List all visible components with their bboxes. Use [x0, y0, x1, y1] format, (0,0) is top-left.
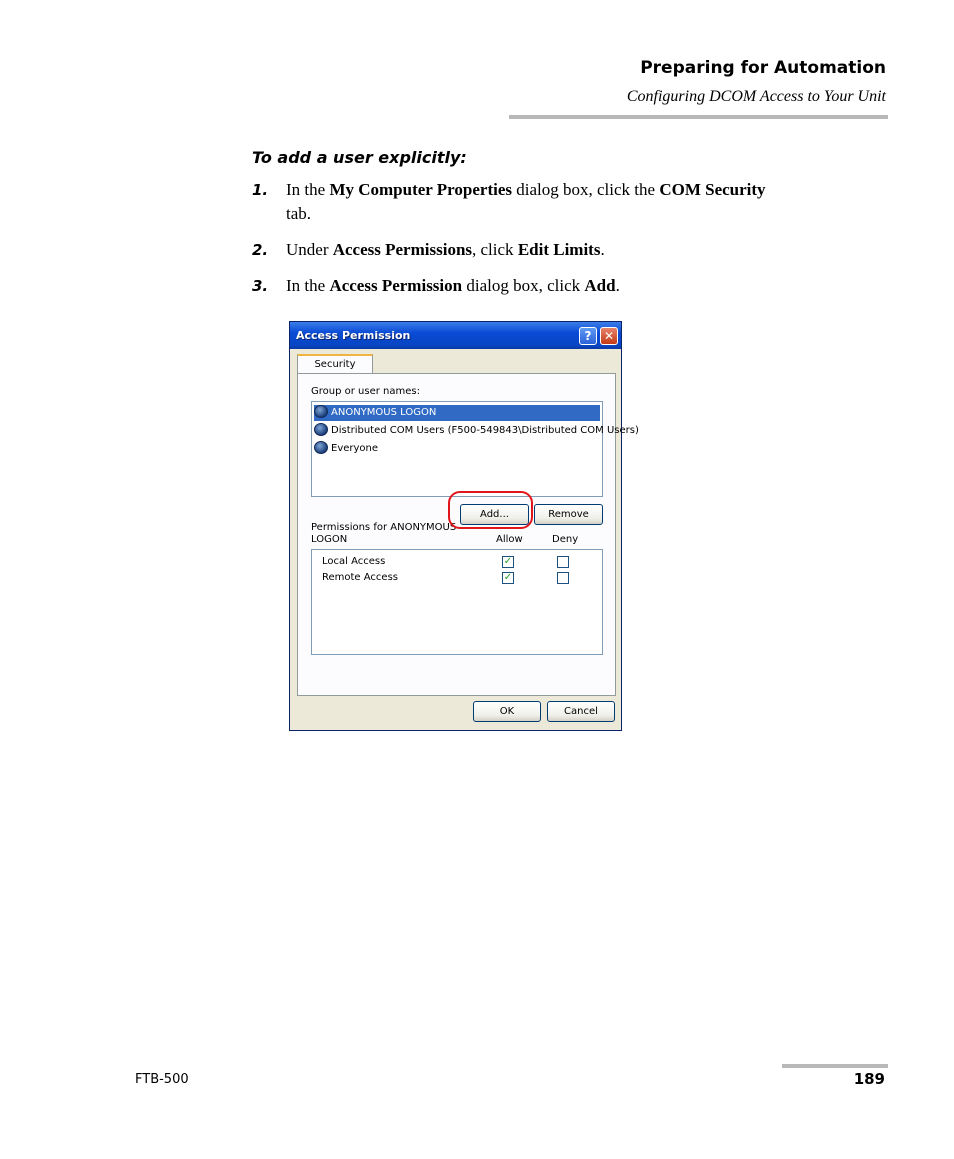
- dialog-title: Access Permission: [296, 329, 411, 342]
- list-item[interactable]: Everyone: [314, 441, 378, 457]
- permissions-label-2: LOGON: [311, 534, 348, 545]
- local-access-deny-checkbox[interactable]: [557, 556, 569, 568]
- step-text: Under Access Permissions, click Edit Limits.: [286, 240, 605, 259]
- tab-security-limits[interactable]: Security: [297, 354, 373, 374]
- running-header-title: Preparing for Automation: [640, 58, 886, 78]
- header-rule: [509, 115, 888, 119]
- user-listbox[interactable]: [311, 401, 639, 497]
- cancel-button[interactable]: Cancel: [547, 701, 615, 722]
- user-group-icon: [314, 405, 328, 418]
- step-number: 3.: [252, 277, 269, 295]
- remove-button[interactable]: Remove: [534, 504, 603, 525]
- user-group-icon: [314, 423, 328, 436]
- step-number: 2.: [252, 241, 269, 259]
- help-icon[interactable]: ?: [579, 327, 597, 345]
- step-number: 1.: [252, 181, 269, 199]
- running-header-subtitle: Configuring DCOM Access to Your Unit: [626, 88, 886, 105]
- callout-highlight: [448, 491, 533, 529]
- page-number: 189: [853, 1070, 885, 1088]
- list-item[interactable]: ANONYMOUS LOGON: [314, 405, 600, 421]
- list-item[interactable]: Distributed COM Users (F500-549843\Distributed COM Users): [314, 423, 639, 439]
- permissions-label: Permissions for ANONYMOUS: [311, 522, 457, 533]
- ok-button[interactable]: OK: [473, 701, 541, 722]
- remote-access-deny-checkbox[interactable]: [557, 572, 569, 584]
- remote-access-allow-checkbox[interactable]: ✓: [503, 572, 513, 583]
- footer-product: FTB-500: [135, 1072, 189, 1087]
- add-button[interactable]: Add...: [460, 504, 529, 525]
- permissions-list: [311, 549, 603, 655]
- deny-header: Deny: [552, 534, 579, 545]
- step-text: In the Access Permission dialog box, click Add.: [286, 276, 620, 295]
- tab-panel: [297, 373, 639, 696]
- step-text: In the My Computer Properties dialog box, click the COM Security tab.: [286, 180, 766, 223]
- close-icon[interactable]: ✕: [600, 327, 618, 345]
- procedure-title: To add a user explicitly:: [252, 148, 467, 167]
- user-group-icon: [314, 441, 328, 454]
- permission-remote-access: Remote Access: [322, 572, 398, 583]
- footer-rule: [782, 1064, 888, 1068]
- dialog-title-bar[interactable]: [290, 322, 621, 349]
- group-label: Group or user names:: [311, 386, 420, 397]
- local-access-allow-checkbox[interactable]: ✓: [503, 556, 513, 567]
- permission-local-access: Local Access: [322, 556, 386, 567]
- allow-header: Allow: [496, 534, 523, 545]
